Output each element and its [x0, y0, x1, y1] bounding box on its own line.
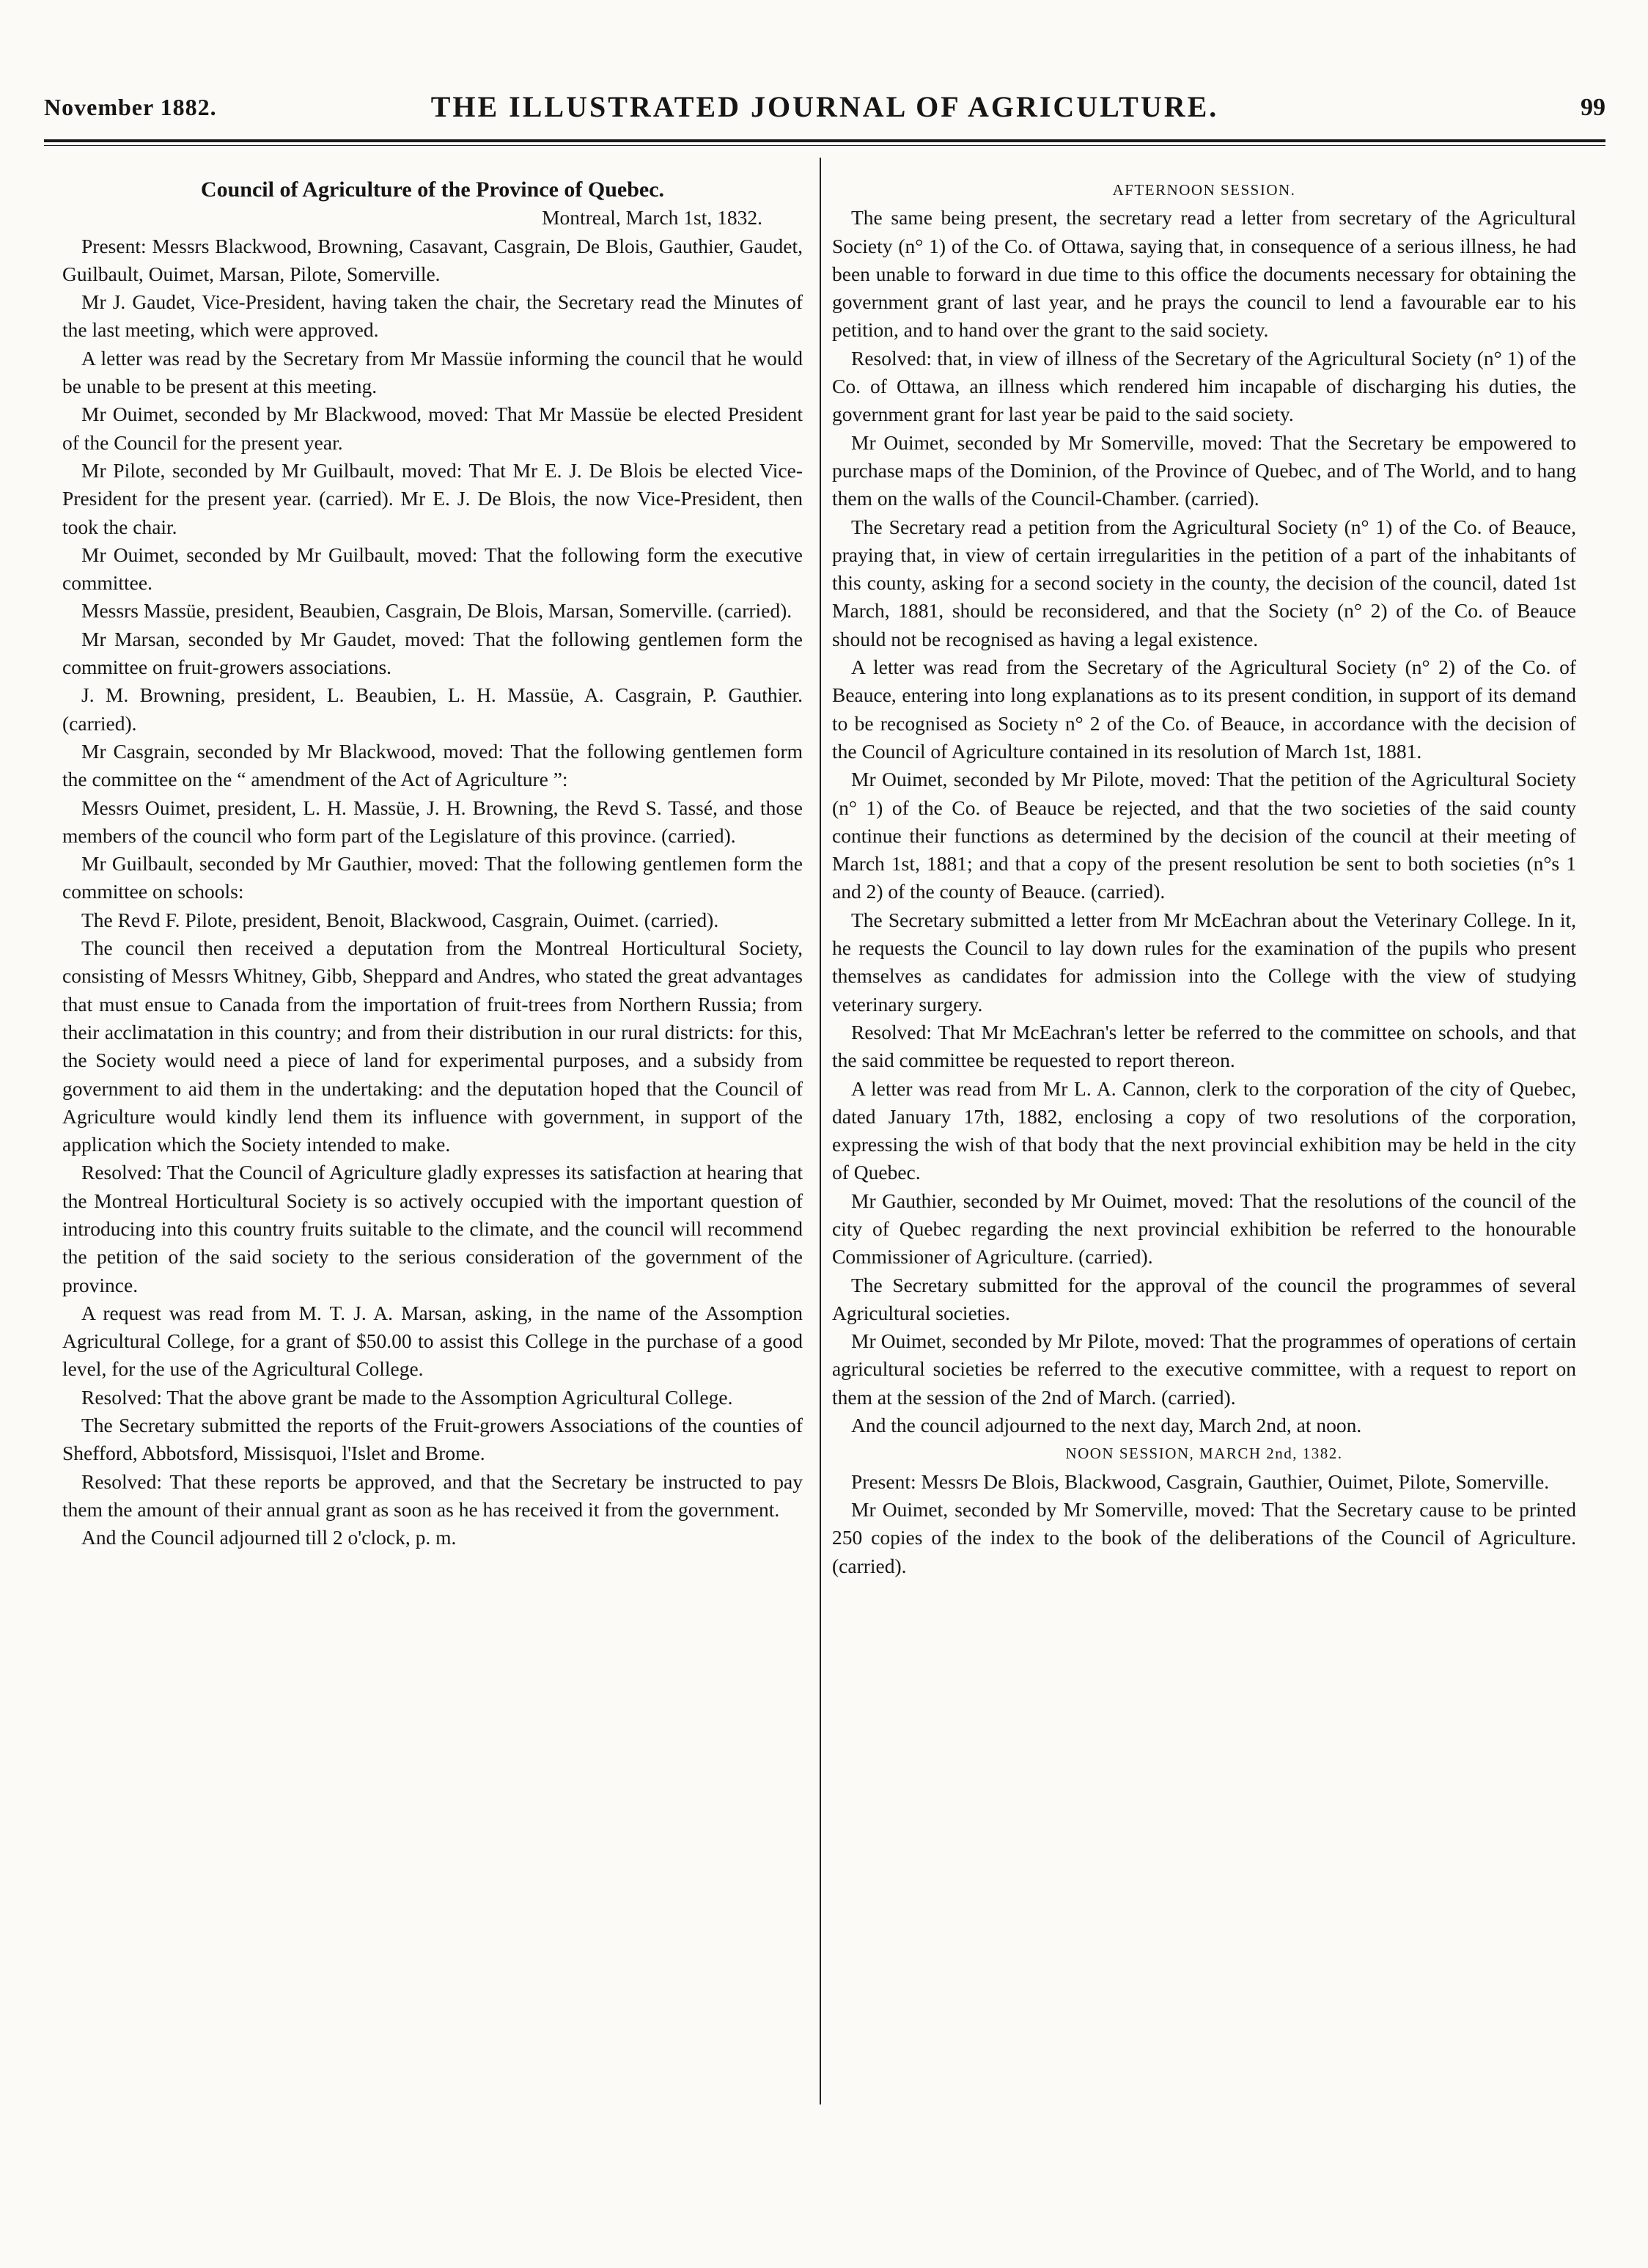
paragraph: Mr Pilote, seconded by Mr Guilbault, moved: That Mr E. J. De Blois be elected Vice-President for the present year. (carried). Mr E. J. De Blois, the now Vice-President, then took the chair.	[62, 458, 803, 538]
paragraph: The Revd F. Pilote, president, Benoit, Blackwood, Casgrain, Ouimet. (carried).	[81, 908, 719, 931]
paragraph: Present: Messrs De Blois, Blackwood, Casgrain, Gauthier, Ouimet, Pilote, Somerville.	[851, 1469, 1550, 1493]
paragraph: Mr Ouimet, seconded by Mr Somerville, moved: That the Secretary cause to be printed 250 copies of the index to the book of the deliberations of the Council of Agriculture. (carried).	[832, 1497, 1576, 1577]
paragraph: Mr Ouimet, seconded by Mr Somerville, moved: That the Secretary be empowered to purchase maps of the Dominion, of the Province of Quebec, and of The World, and to hang them on the walls of the Council-Chamber. (carried).	[832, 430, 1576, 510]
paragraph: The Secretary submitted the reports of the Fruit-growers Associations of the counties of Shefford, Abbotsford, Missisquoi, l'Islet and Brome.	[62, 1414, 803, 1465]
paragraph: The council then received a deputation from the Montreal Horticultural Society, consisting of Messrs Whitney, Gibb, Sheppard and Andres, who stated the great advantages that must ensue to Canada from the importation of fruit-trees from Northern Russia; from their acclimatation in this country; and from their distribution in our rural districts: for this, the Society would need a piece of land for experimental purposes, and a subsidy from government to aid them in the undertaking: and the deputation hoped that the Council of Agriculture would kindly lend them its influence with government, in support of the application which the Society intended to make.	[62, 936, 803, 1156]
afternoon-paragraphs	[832, 204, 1576, 1439]
noon-session-heading: NOON SESSION, MARCH 2nd, 1382.	[1065, 1445, 1343, 1463]
paragraph: Mr J. Gaudet, Vice-President, having taken the chair, the Secretary read the Minutes of the last meeting, which were approved.	[62, 290, 803, 342]
paragraph: J. M. Browning, president, L. Beaubien, L. H. Massüe, A. Casgrain, P. Gauthier. (carried).	[62, 683, 803, 735]
paragraph: Messrs Ouimet, president, L. H. Massüe, J. H. Browning, the Revd S. Tassé, and those members of the council who form part of the Legislature of this province. (carried).	[62, 796, 803, 847]
article-heading: Council of Agriculture of the Province of Quebec.	[200, 177, 665, 202]
afternoon-session-heading: AFTERNOON SESSION.	[1112, 181, 1296, 199]
header-rule-thick	[44, 139, 1605, 142]
paragraph: Messrs Massüe, president, Beaubien, Casgrain, De Blois, Marsan, Somerville. (carried).	[81, 599, 792, 623]
paragraph: The Secretary submitted a letter from Mr McEachran about the Veterinary College. In it, he requests the Council to lay down rules for the examination of the pupils who present themselves as candidates for admission into the College with the view of studying veterinary surgery.	[832, 908, 1576, 1016]
paragraph: Resolved: That the Council of Agriculture gladly expresses its satisfaction at hearing that the Montreal Horticultural Society is so actively occupied with the important question of introducing into this country fruits suitable to the climate, and the council will recommend the petition of the said society to the serious consideration of the government of the province.	[62, 1161, 803, 1296]
paragraph: Mr Ouimet, seconded by Mr Blackwood, moved: That Mr Massüe be elected President of the Council for the present year.	[62, 403, 803, 454]
column-divider	[820, 158, 821, 2104]
running-header	[44, 81, 1605, 132]
noon-paragraphs	[832, 1468, 1576, 1580]
header-date: November 1882.	[44, 94, 217, 120]
paragraph: The Secretary read a petition from the Agricultural Society (n° 1) of the Co. of Beauce, praying that, in view of certain irregularities in the petition of a part of the inhabitants of this county, asking for a second society in the county, the decision of the council, dated 1st March, 1881, should be reconsidered, and that the Society (n° 2) of the Co. of Beauce should not be recognised as having a legal existence.	[832, 515, 1576, 650]
paragraph: The same being present, the secretary read a letter from secretary of the Agricultural Society (n° 1) of the Co. of Ottawa, saying that, in consequence of a serious illness, he had been unable to forward in due time to this office the documents necessary for obtaining the government grant of last year, and he prays the council to lend a favourable ear to his petition, and to hand over the grant to the said society.	[832, 206, 1576, 342]
paragraph: A letter was read from the Secretary of the Agricultural Society (n° 2) of the Co. of Beauce, entering into long explanations as to its present condition, in support of its demand to be recognised as Society n° 2 of the Co. of Beauce, in accordance with the decision of the Council of Agriculture contained in its resolution of March 1st, 1881.	[832, 656, 1576, 763]
paragraph: Resolved: That Mr McEachran's letter be referred to the committee on schools, and that the said committee be requested to report thereon.	[832, 1020, 1576, 1072]
right-column	[832, 176, 1576, 1580]
left-paragraphs	[62, 232, 803, 1552]
paragraph: The Secretary submitted for the approval of the council the programmes of several Agricultural societies.	[832, 1273, 1576, 1324]
paragraph: Resolved: That the above grant be made to the Assomption Agricultural College.	[81, 1385, 733, 1409]
paragraph: Mr Ouimet, seconded by Mr Guilbault, moved: That the following form the executive committee.	[62, 543, 803, 595]
paragraph: A letter was read by the Secretary from Mr Massüe informing the council that he would be unable to be present at this meeting.	[62, 346, 803, 398]
journal-title: THE ILLUSTRATED JOURNAL OF AGRICULTURE.	[430, 90, 1219, 123]
paragraph: And the Council adjourned till 2 o'clock, p. m.	[81, 1526, 457, 1549]
paragraph: Mr Ouimet, seconded by Mr Pilote, moved: That the programmes of operations of certain agricultural societies be referred to the executive committee, with a request to report on them at the session of the 2nd of March. (carried).	[832, 1329, 1576, 1409]
paragraph: Mr Marsan, seconded by Mr Gaudet, moved: That the following gentlemen form the committee on fruit-growers associations.	[62, 627, 803, 679]
paragraph: Mr Gauthier, seconded by Mr Ouimet, moved: That the resolutions of the council of the city of Quebec regarding the next provincial exhibition be referred to the honourable Commissioner of Agriculture. (carried).	[832, 1189, 1576, 1269]
paragraph: Mr Guilbault, seconded by Mr Gauthier, moved: That the following gentlemen form the committee on schools:	[62, 852, 803, 903]
paragraph: Resolved: That these reports be approved, and that the Secretary be instructed to pay them the amount of their annual grant as soon as he has received it from the government.	[62, 1469, 803, 1521]
paragraph: A request was read from M. T. J. A. Marsan, asking, in the name of the Assomption Agricultural College, for a grant of $50.00 to assist this College in the purchase of a good level, for the use of the Agricultural College.	[62, 1301, 803, 1381]
header-rule-thin	[44, 145, 1605, 146]
page-number: 99	[1581, 94, 1605, 121]
paragraph: A letter was read from Mr L. A. Cannon, clerk to the corporation of the city of Quebec, dated January 17th, 1882, enclosing a copy of two resolutions of the corporation, expressing the wish of that body that the next provincial exhibition may be held in the city of Quebec.	[832, 1076, 1576, 1184]
left-column	[62, 176, 803, 1552]
article-place-date: Montreal, March 1st, 1832.	[542, 206, 762, 230]
paragraph: Mr Ouimet, seconded by Mr Pilote, moved: That the petition of the Agricultural Society (n° 1) of the Co. of Beauce be rejected, and that the two societies of the said county continue their functions as determined by the decision of the council at their meeting of March 1st, 1881; and that a copy of the present resolution be sent to both societies (n°s 1 and 2) of the county of Beauce. (carried).	[832, 768, 1576, 903]
paragraph: Resolved: that, in view of illness of the Secretary of the Agricultural Society (n° 1) of the Co. of Ottawa, an illness which rendered him incapable of discharging his duties, the government grant for last year be paid to the said society.	[832, 346, 1576, 426]
paragraph: Mr Casgrain, seconded by Mr Blackwood, moved: That the following gentlemen form the committee on the “ amendment of the Act of Agriculture ”:	[62, 739, 803, 791]
paragraph: And the council adjourned to the next day, March 2nd, at noon.	[851, 1414, 1362, 1437]
paragraph: Present: Messrs Blackwood, Browning, Casavant, Casgrain, De Blois, Gauthier, Gaudet, Guilbault, Ouimet, Marsan, Pilote, Somerville.	[62, 234, 803, 285]
